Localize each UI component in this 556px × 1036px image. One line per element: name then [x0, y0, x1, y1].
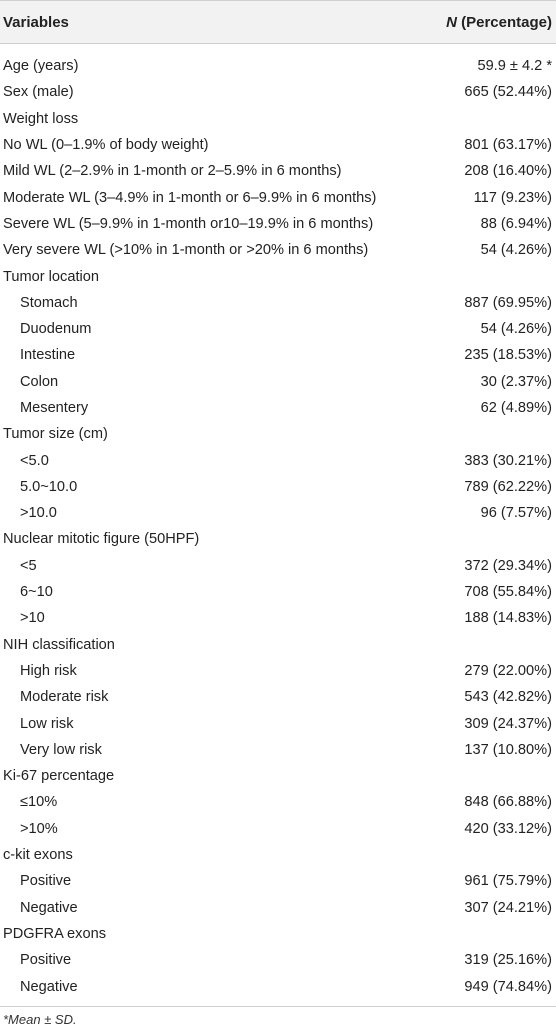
row-value: 801 (63.17%) — [464, 137, 552, 154]
table-row — [0, 132, 556, 158]
row-value: 208 (16.40%) — [464, 163, 552, 180]
row-value: 117 (9.23%) — [473, 189, 552, 206]
table-row — [0, 579, 556, 605]
row-value: 188 (14.83%) — [464, 610, 552, 627]
table-row — [0, 316, 556, 342]
table-row — [0, 526, 556, 552]
row-label: High risk — [20, 662, 77, 679]
table-row — [0, 342, 556, 368]
row-value: 708 (55.84%) — [464, 584, 552, 601]
row-label: <5 — [20, 557, 37, 574]
table-row — [0, 947, 556, 973]
row-value: 54 (4.26%) — [480, 321, 552, 338]
row-label: NIH classification — [3, 636, 115, 653]
table-row — [0, 710, 556, 736]
table-row — [0, 184, 556, 210]
table-row — [0, 369, 556, 395]
row-label: 6~10 — [20, 584, 53, 601]
row-value: 88 (6.94%) — [480, 215, 552, 232]
row-value: 949 (74.84%) — [464, 978, 552, 995]
table-row — [0, 237, 556, 263]
row-label: Ki-67 percentage — [3, 768, 115, 785]
table-row — [0, 53, 556, 79]
row-value: 789 (62.22%) — [464, 478, 552, 495]
row-label: >10.0 — [20, 505, 57, 522]
row-label: ≤10% — [20, 794, 58, 811]
row-label: Mild WL (2–2.9% in 1-month or 2–5.9% in 6 months) — [3, 163, 342, 180]
table-row — [0, 447, 556, 473]
table-row — [0, 106, 556, 132]
row-value: 59.9 ± 4.2 * — [477, 58, 552, 75]
table-row — [0, 632, 556, 658]
row-label: Very low risk — [20, 741, 102, 758]
row-value: 279 (22.00%) — [464, 662, 552, 679]
row-label: Tumor location — [3, 268, 99, 285]
table-row — [0, 211, 556, 237]
row-label: Very severe WL (>10% in 1-month or >20% in 6 months) — [3, 242, 369, 259]
row-value: 137 (10.80%) — [464, 741, 552, 758]
row-label: >10 — [20, 610, 45, 627]
table-row — [0, 290, 556, 316]
row-value: 30 (2.37%) — [480, 373, 552, 390]
row-label: Positive — [20, 873, 72, 890]
table-row — [0, 500, 556, 526]
header-n-percentage — [446, 14, 552, 31]
table-row — [0, 158, 556, 184]
row-label: Nuclear mitotic figure (50HPF) — [3, 531, 200, 548]
table-row — [0, 395, 556, 421]
row-value: 848 (66.88%) — [464, 794, 552, 811]
row-value: 543 (42.82%) — [464, 689, 552, 706]
row-label: c-kit exons — [3, 847, 73, 864]
row-label: Stomach — [20, 294, 78, 311]
table-row — [0, 474, 556, 500]
table-row — [0, 895, 556, 921]
row-value: 235 (18.53%) — [464, 347, 552, 364]
row-label: Sex (male) — [3, 84, 74, 101]
row-value: 54 (4.26%) — [480, 242, 552, 259]
row-label: Age (years) — [3, 58, 79, 75]
table-row — [0, 605, 556, 631]
row-value: 319 (25.16%) — [464, 952, 552, 969]
header-n: N — [446, 13, 457, 31]
row-value: 383 (30.21%) — [464, 452, 552, 469]
row-label: Colon — [20, 373, 59, 390]
row-label: Positive — [20, 952, 72, 969]
row-label: Weight loss — [3, 110, 79, 127]
table-footnote: *Mean ± SD. — [3, 1011, 77, 1027]
row-value: 961 (75.79%) — [464, 873, 552, 890]
table-row — [0, 973, 556, 999]
row-label: Duodenum — [20, 321, 92, 338]
table-row — [0, 553, 556, 579]
row-value: 309 (24.37%) — [464, 715, 552, 732]
row-value: 665 (52.44%) — [464, 84, 552, 101]
table-row — [0, 421, 556, 447]
row-label: 5.0~10.0 — [20, 478, 78, 495]
table-row — [0, 79, 556, 105]
table-row — [0, 921, 556, 947]
table-row — [0, 789, 556, 815]
row-label: Tumor size (cm) — [3, 426, 108, 443]
row-value: 96 (7.57%) — [480, 505, 552, 522]
table-row — [0, 737, 556, 763]
row-label: Mesentery — [20, 400, 89, 416]
row-label: Severe WL (5–9.9% in 1-month or10–19.9% in 6 months) — [3, 215, 374, 232]
row-label: Moderate WL (3–4.9% in 1-month or 6–9.9% in 6 months) — [3, 189, 377, 206]
row-label: Moderate risk — [20, 689, 109, 706]
row-value: 372 (29.34%) — [464, 557, 552, 574]
table-row — [0, 263, 556, 289]
row-label: Low risk — [20, 715, 74, 732]
row-value: 62 (4.89%) — [480, 400, 552, 416]
row-value: 420 (33.12%) — [464, 820, 552, 837]
table-row — [0, 868, 556, 894]
row-label: Negative — [20, 899, 78, 916]
table-body — [0, 44, 556, 1000]
header-percentage: (Percentage) — [456, 13, 552, 31]
row-value: 887 (69.95%) — [464, 294, 552, 311]
row-label: Negative — [20, 978, 78, 995]
row-label: <5.0 — [20, 452, 49, 469]
table-row — [0, 842, 556, 868]
table-header — [0, 0, 556, 44]
row-label: No WL (0–1.9% of body weight) — [3, 137, 209, 154]
row-label: Intestine — [20, 347, 76, 364]
table-row — [0, 684, 556, 710]
table-row — [0, 658, 556, 684]
row-value: 307 (24.21%) — [464, 899, 552, 916]
table-row — [0, 816, 556, 842]
row-label: >10% — [20, 820, 58, 837]
table-row — [0, 763, 556, 789]
header-variables: Variables — [3, 13, 69, 31]
row-label: PDGFRA exons — [3, 925, 107, 942]
